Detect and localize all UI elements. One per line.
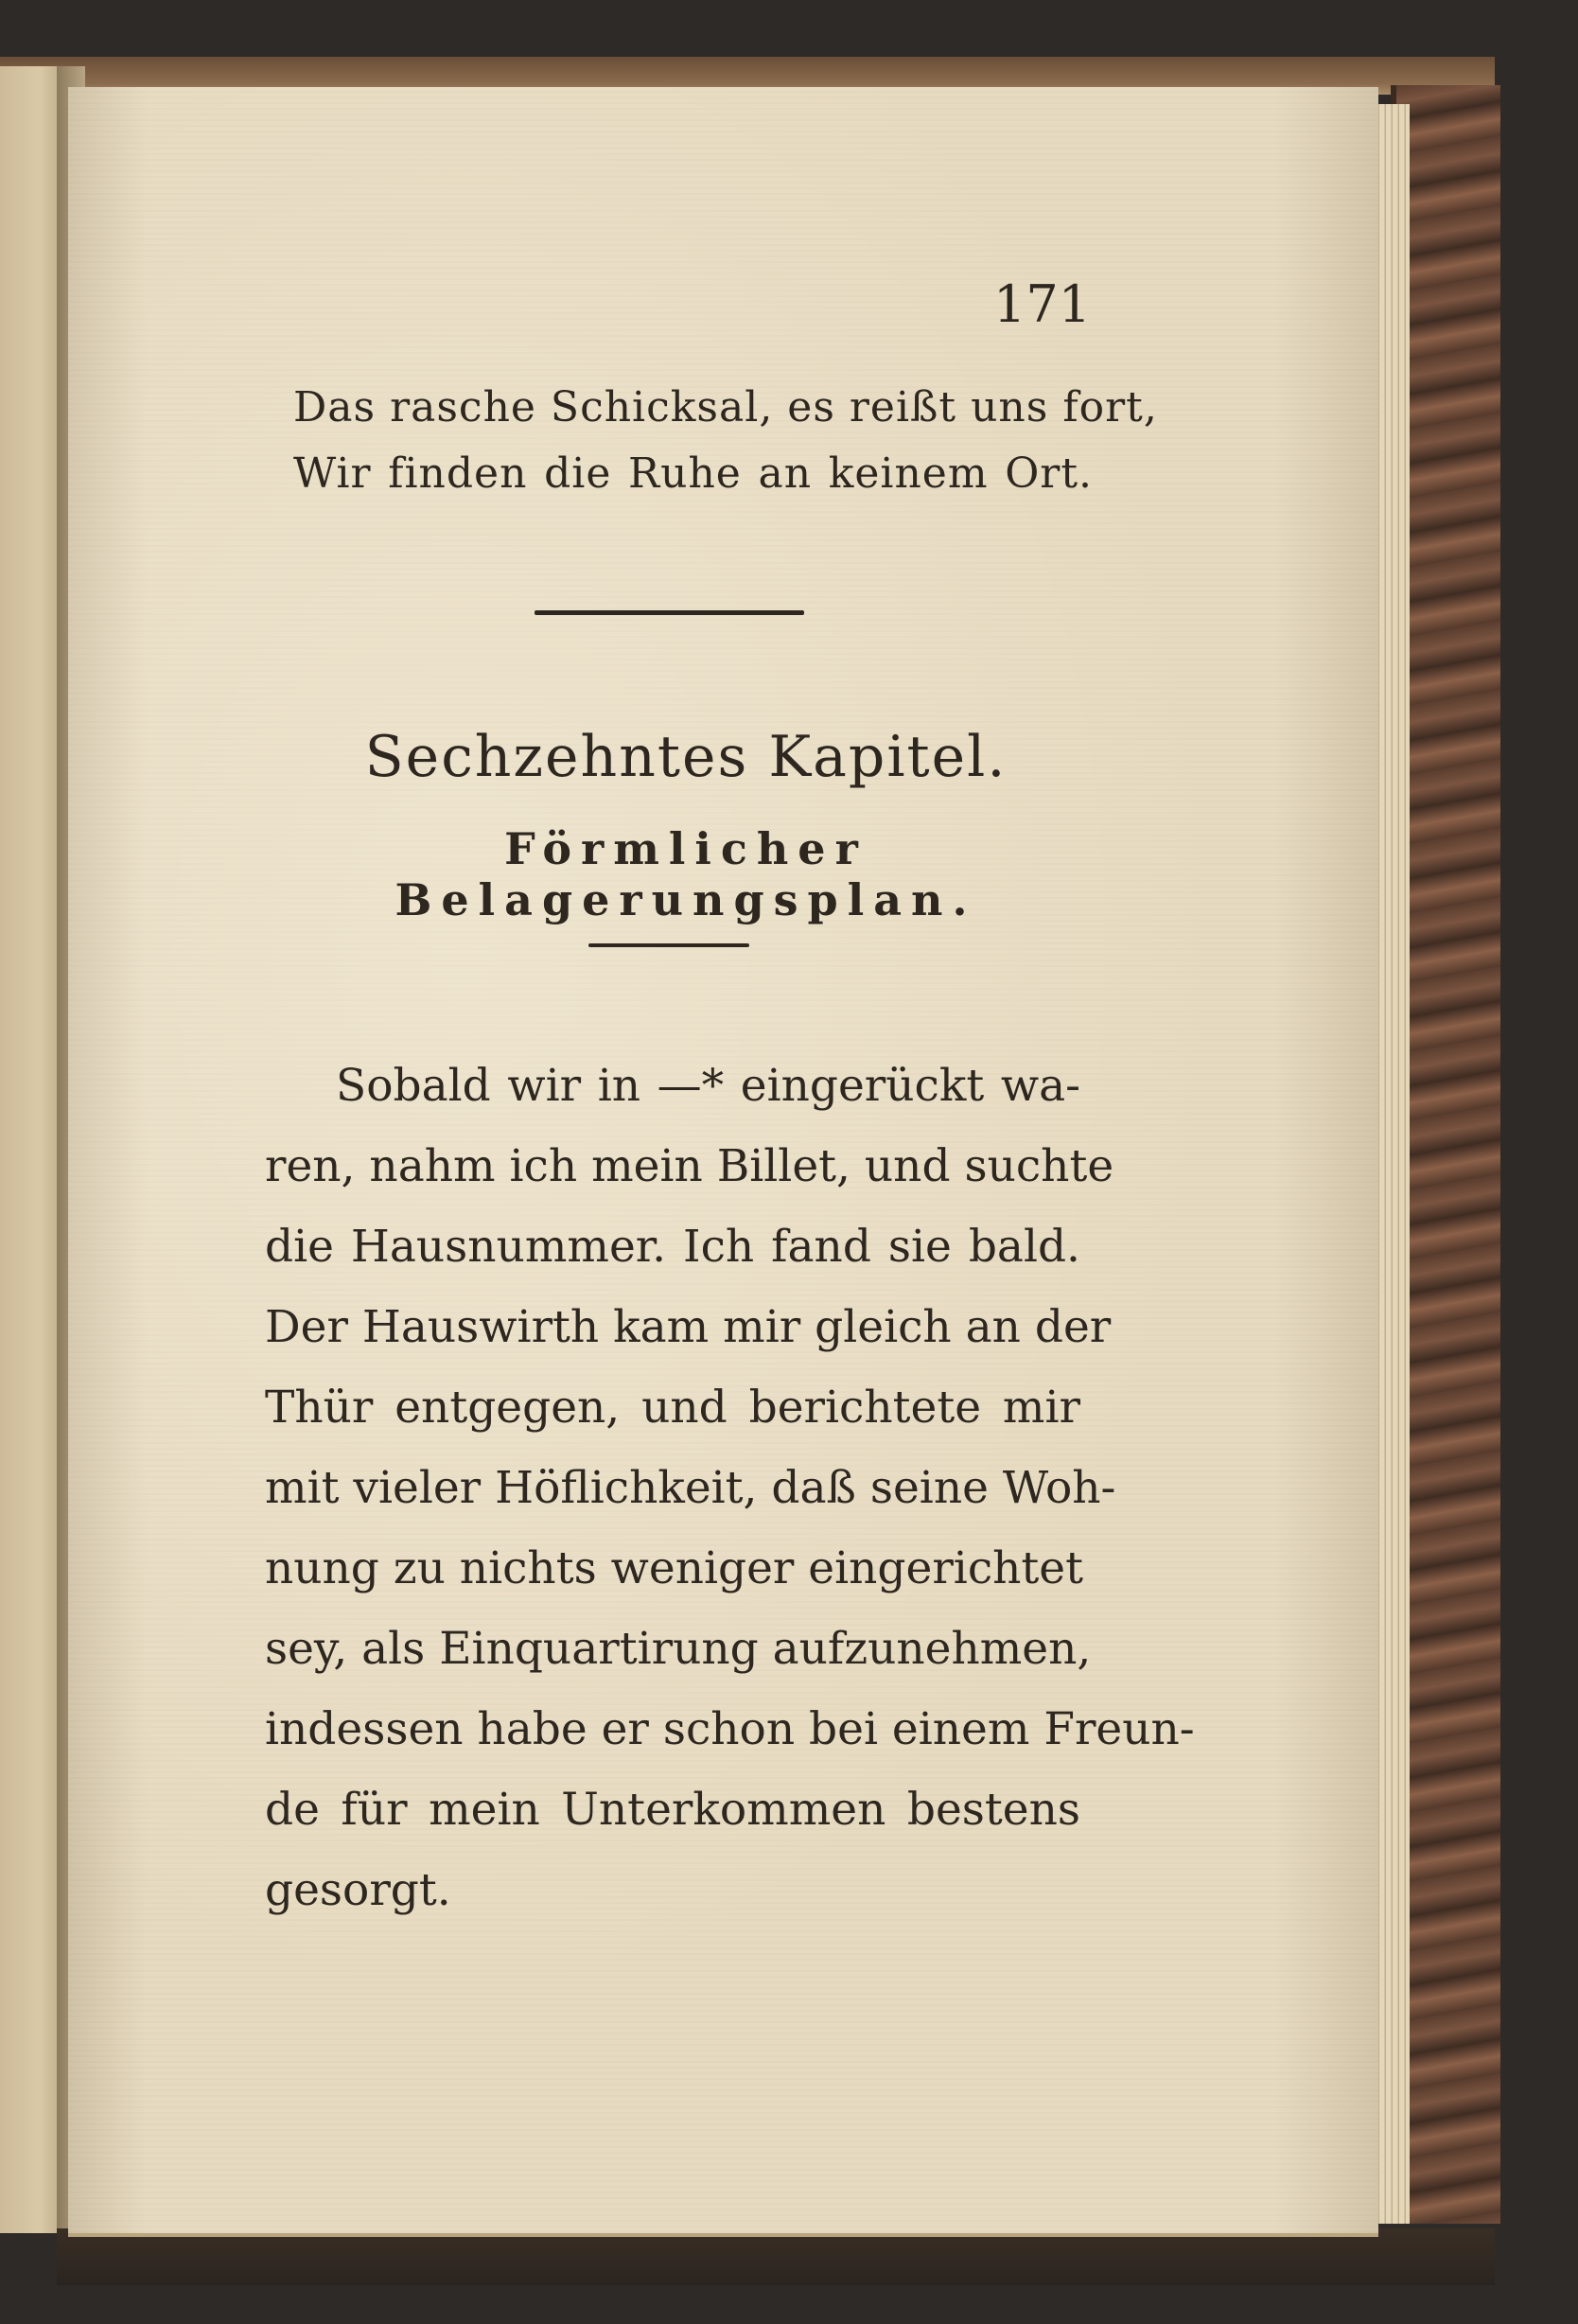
body-text-line: indessen habe er schon bei einem Freun- [265, 1703, 1195, 1755]
verse-line: Das rasche Schicksal, es reißt uns fort, [293, 383, 1158, 431]
body-text-line: de für mein Unterkommen bestens [265, 1784, 1080, 1836]
body-text-line: gesorgt. [265, 1864, 451, 1916]
ornamental-rule [588, 943, 749, 947]
body-text-line: ren, nahm ich mein Billet, und suchte [265, 1140, 1114, 1192]
body-text-line: mit vieler Höflichkeit, daß seine Woh- [265, 1462, 1116, 1514]
body-text-line: die Hausnummer. Ich fand sie bald. [265, 1221, 1080, 1273]
body-text-line: sey, als Einquartirung aufzunehmen, [265, 1623, 1092, 1675]
ornamental-rule [535, 610, 804, 615]
body-text-line: Sobald wir in —* eingerückt wa- [336, 1060, 1080, 1112]
chapter-title: Sechzehntes Kapitel. [364, 724, 1008, 790]
chapter-subtitle: Förmlicher Belagerungsplan. [394, 823, 977, 925]
body-text-line: Thür entgegen, und berichtete mir [265, 1382, 1080, 1434]
bottom-shadow [57, 2228, 1495, 2285]
body-text-line: nung zu nichts weniger eingerichtet [265, 1542, 1084, 1594]
body-text-line: Der Hauswirth kam mir gleich an der [265, 1301, 1112, 1353]
page-number: 171 [993, 274, 1092, 334]
verse-line: Wir finden die Ruhe an keinem Ort. [293, 449, 1093, 498]
